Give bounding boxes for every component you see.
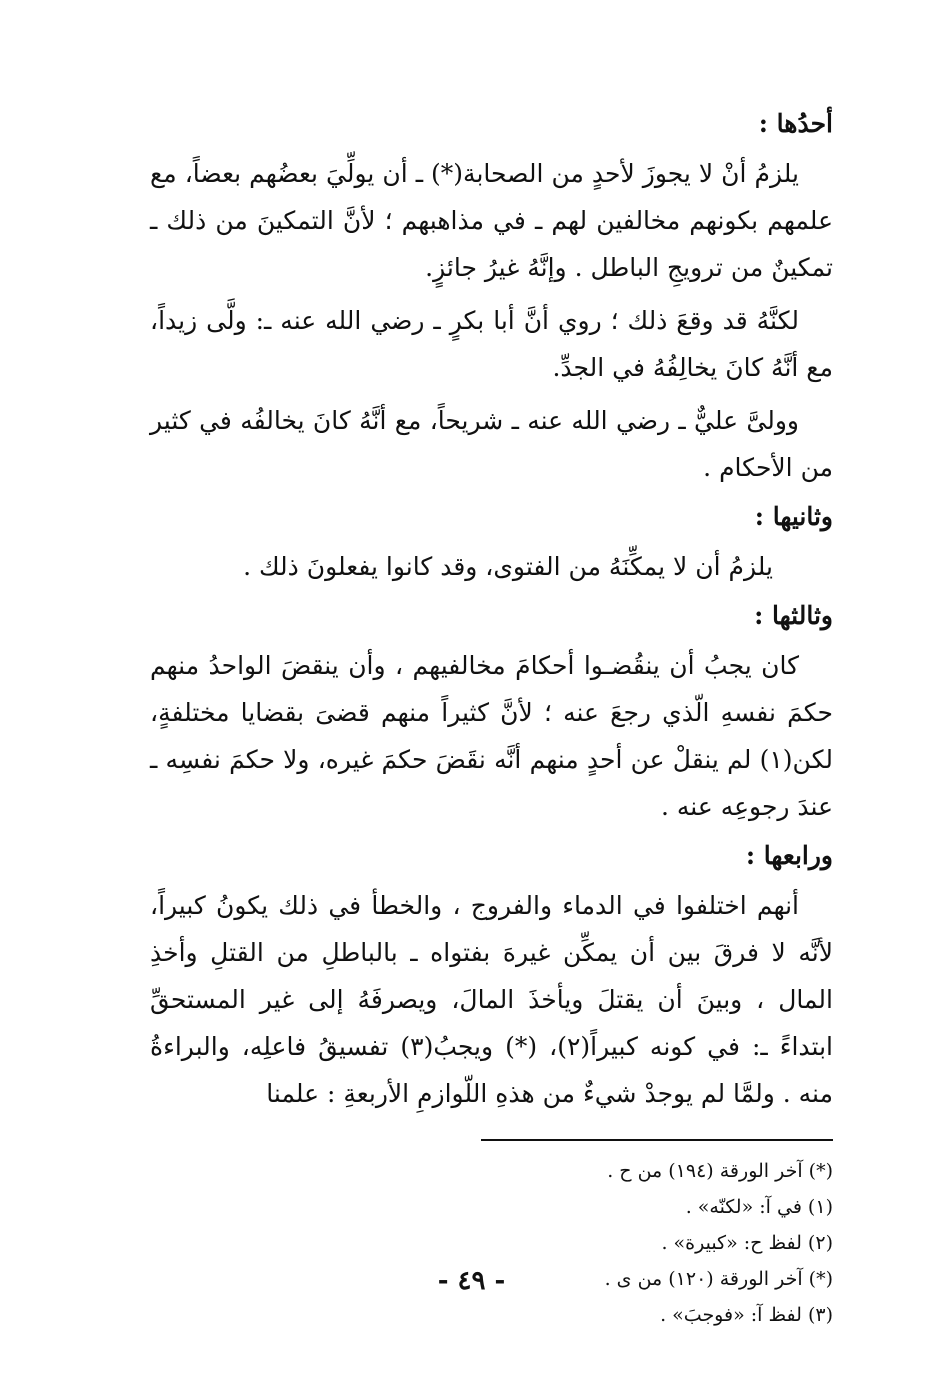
paragraph-third-1: كان يجبُ أن ينقُضـوا أحكامَ مخالفيهم ، وأن ينقضَ الواحدُ منهم حكمَ نفسهِ الّذي رجعَ عنه ؛ لأنَّ كثيراً منهم قضىَ بقضايا مختلفةٍ، لكن(١) لم ينقلْ عن أحدٍ منهم أنَّه نقَضَ حكمَ غيره، ولا حكمَ نفسِه ـ عندَ رجوعِه عنه . <box>150 651 833 821</box>
footnote-item: (*) آخر الورقة (١٢٠) من ى . <box>604 1268 833 1290</box>
section-heading-fourth: ورابعها : <box>745 841 833 870</box>
paragraph-first-2: لكنَّهُ قد وقعَ ذلك ؛ روي أنَّ أبا بكرٍ ـ رضي الله عنه ـ: ولَّى زيداً، مع أنَّهُ كانَ يخالِفُهُ في الجدِّ. <box>150 306 833 382</box>
footnote-item: (١) في آ: «لكنّه» . <box>685 1196 833 1218</box>
page-number: - ٤٩ - <box>437 1266 506 1296</box>
footnote-item: (٢) لفظ ح: «كبيرة» . <box>661 1232 833 1254</box>
section-heading-second: وثانيها : <box>754 502 833 531</box>
footnote-item: (*) آخر الورقة (١٩٤) من ح . <box>607 1160 833 1182</box>
footnotes <box>150 1153 833 1333</box>
paragraph-first-1: يلزمُ أنْ لا يجوزَ لأحدٍ من الصحابة(*) ـ أن يولِّيَ بعضُهم بعضاً، مع علمهم بكونهم مخالفين لهم ـ في مذاهبهم ؛ لأنَّ التمكينَ من ذلك ـ تمكينٌ من ترويجِ الباطل . وإنَّهُ غيرُ جائزٍ. <box>150 159 833 282</box>
paragraph-second-1: يلزمُ أن لا يمكِّنَهُ من الفتوى، وقد كانوا يفعلونَ ذلك . <box>243 552 773 581</box>
section-heading-third: وثالثها : <box>754 601 833 630</box>
page-body <box>150 104 833 1333</box>
footnote-divider <box>481 1139 833 1141</box>
paragraph-first-3: وولىَّ عليٌّ ـ رضي الله عنه ـ شريحاً، مع أنَّهُ كانَ يخالفُه في كثير من الأحكام . <box>150 406 833 482</box>
footnote-item: (٣) لفظ آ: «فوجبَ» . <box>660 1304 833 1326</box>
paragraph-fourth-1: أنهم اختلفوا في الدماء والفروج ، والخطأ في ذلك يكونُ كبيراً، لأنَّه لا فرقَ بين أن يمكِّن غيرهَ بفتواه ـ بالباطلِ من القتلِ وأخذِ المال ، وبينَ أن يقتلَ ويأخذَ المالَ، ويصرفَهُ إلى غير المستحقِّ ابتداءً ـ: في كونه كبيراً(٢)، (*) ويجبُ(٣) تفسيقُ فاعلِه، والبراءةُ منه . ولمَّا لم يوجدْ شيءٌ من هذهِ اللّوازمِ الأربعةِ : علمنا <box>150 891 833 1108</box>
section-heading-first: أحدُها : <box>758 109 833 138</box>
